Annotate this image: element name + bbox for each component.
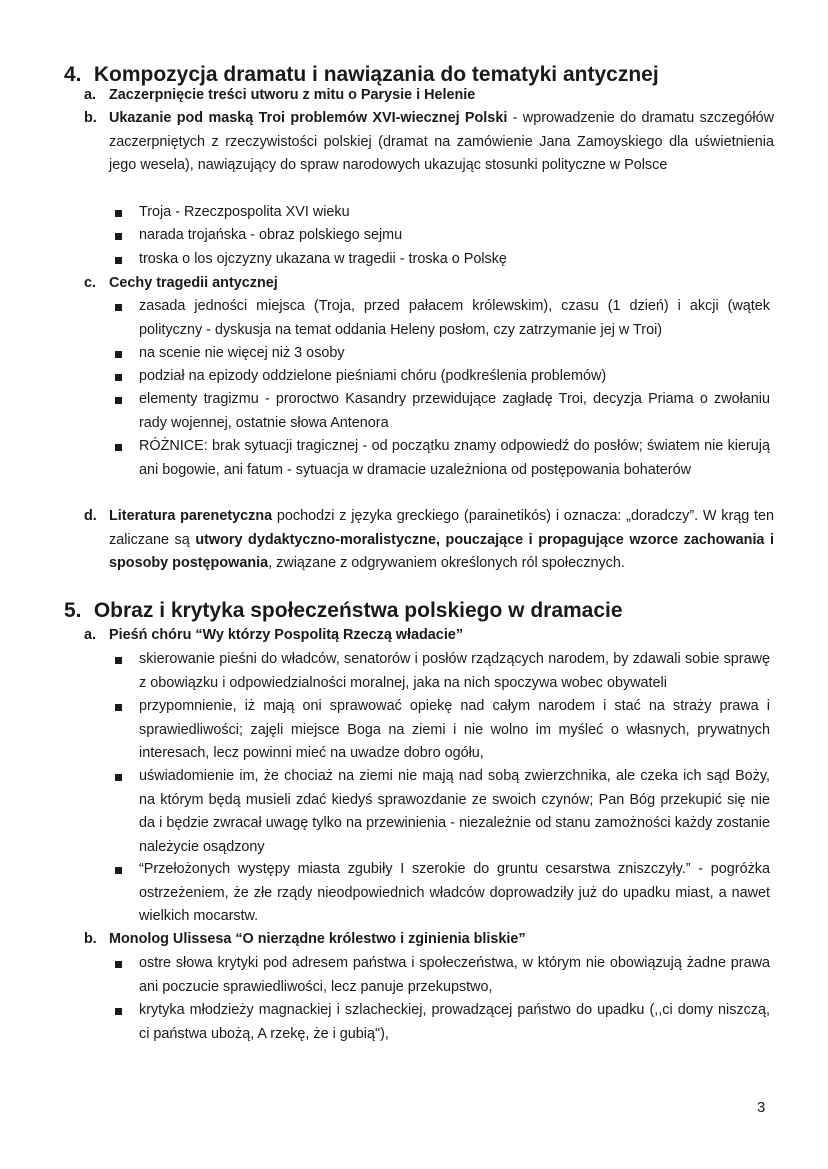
bullet-icon	[115, 351, 122, 358]
list-item	[115, 342, 770, 366]
list-item	[115, 435, 770, 482]
subsection-letter: a.	[84, 87, 97, 103]
subsection-text: Monolog Ulissesa “O nierządne królestwo i zginienia bliskie”	[109, 931, 526, 947]
list-item	[115, 201, 770, 225]
subsection-4c	[84, 272, 774, 296]
list-item	[115, 365, 770, 389]
list-item-text: troska o los ojczyzny ukazana w tragedii - troska o Polskę	[139, 251, 507, 267]
bullet-icon	[115, 257, 122, 264]
list-item	[115, 695, 770, 766]
subsection-text	[109, 505, 774, 576]
list-item	[115, 648, 770, 695]
list-item	[115, 999, 770, 1046]
plain-text: - wprowadzenie do dramatu szczegółów zaczerpniętych z rzeczywistości polskiej (dramat na zamówienie Jana Zamoyskiego dla uświetnienia jego wesela), nawiązujący do spraw narodowych ukazując stosunki polityczne w Polsce	[109, 110, 774, 174]
list-item	[115, 858, 770, 929]
bold-phrase: Literatura parenetyczna	[109, 508, 273, 524]
plain-text: , związane z odgrywaniem określonych ról społecznych.	[268, 555, 625, 572]
list-item-text: na scenie nie więcej niż 3 osoby	[139, 345, 345, 361]
section-number: 5.	[64, 599, 82, 622]
subsection-4d	[84, 505, 774, 576]
list-item-text: RÓŻNICE: brak sytuacji tragicznej - od początku znamy odpowiedź do posłów; światem nie kierują ani bogowie, ani fatum - sytuacja w dramacie uzależniona od postępowania bohaterów	[139, 438, 770, 478]
subsection-5b	[84, 928, 774, 952]
bold-phrase: utwory dydaktyczno-moralistyczne, pouczające i propagujące wzorce zachowania i sposoby postępowania	[109, 531, 774, 572]
subsection-letter: a.	[84, 627, 97, 643]
subsection-4b	[84, 107, 774, 178]
plain-text: pochodzi z języka greckiego (parainetikós) i oznacza: „doradczy”. W krąg ten zaliczane są	[109, 508, 775, 548]
page-number: 3	[757, 1099, 766, 1116]
subsection-text	[109, 107, 774, 178]
subsection-letter: d.	[84, 508, 97, 524]
bold-phrase: Ukazanie pod maską Troi problemów XVI-wiecznej Polski	[109, 110, 508, 126]
list-item	[115, 952, 770, 999]
list-item	[115, 295, 770, 342]
subsection-4a	[84, 84, 774, 108]
subsection-letter: c.	[84, 275, 97, 291]
list-item-text: elementy tragizmu - proroctwo Kasandry przewidujące zagładę Troi, decyzja Priama o zwołaniu rady wojennej, ostatnie słowa Antenora	[139, 391, 770, 431]
bullet-icon	[115, 704, 122, 711]
bullet-icon	[115, 397, 122, 404]
bullet-icon	[115, 210, 122, 217]
list-item	[115, 224, 770, 248]
bullet-icon	[115, 444, 122, 451]
bullet-icon	[115, 1008, 122, 1015]
list-item-text: zasada jedności miejsca (Troja, przed pałacem królewskim), czasu (1 dzień) i akcji (wątek polityczny - dyskusja na temat oddania Heleny posłom, czy zatrzymanie jej w Troi)	[139, 298, 770, 338]
list-item	[115, 765, 770, 859]
list-item	[115, 248, 770, 272]
section-title: Obraz i krytyka społeczeństwa polskiego w dramacie	[93, 599, 623, 622]
list-item-text: przypomnienie, iż mają oni sprawować opiekę nad całym narodem i stać na straży prawa i sprawiedliwości; zajęli miejsce Boga na ziemi i nie wolno im myśleć o własnych, prywatnych interesach, lecz powinni mieć na uwadze dobro ogółu,	[139, 698, 770, 762]
bullet-icon	[115, 867, 122, 874]
subsection-letter: b.	[84, 110, 97, 126]
list-item-text: krytyka młodzieży magnackiej i szlacheckiej, prowadzącej państwo do upadku (,,ci domy niszczą, ci państwa ubożą, A rzekę, że i gubią"),	[139, 1002, 770, 1042]
section-number: 4.	[64, 63, 82, 86]
bullet-icon	[115, 774, 122, 781]
section-title: Kompozycja dramatu i nawiązania do tematyki antycznej	[93, 63, 659, 86]
subsection-text: Cechy tragedii antycznej	[109, 275, 278, 291]
subsection-text: Pieśń chóru “Wy którzy Pospolitą Rzeczą władacie”	[109, 627, 464, 643]
bullet-icon	[115, 304, 122, 311]
section-5-heading	[64, 598, 784, 624]
subsection-letter: b.	[84, 931, 97, 947]
subsection-text: Zaczerpnięcie treści utworu z mitu o Parysie i Helenie	[109, 87, 476, 103]
list-item-text: Troja - Rzeczpospolita XVI wieku	[139, 204, 350, 220]
subsection-5a	[84, 624, 774, 648]
list-item-text: podział na epizody oddzielone pieśniami chóru (podkreślenia problemów)	[139, 368, 607, 384]
list-item-text: “Przełożonych występy miasta zgubiły I szerokie do gruntu cesarstwa zniszczyły.” - pogróżka ostrzeżeniem, że złe rządy nieodpowiednich władców doprowadziły już do upadku miast, a nawet wielkich mocarstw.	[139, 861, 770, 925]
bullet-icon	[115, 233, 122, 240]
list-item-text: ostre słowa krytyki pod adresem państwa i społeczeństwa, w którym nie obowiązują żadne prawa ani poczucie sprawiedliwości, lecz panuje przekupstwo,	[139, 955, 770, 995]
list-item-text: narada trojańska - obraz polskiego sejmu	[139, 227, 403, 243]
list-item-text: skierowanie pieśni do władców, senatorów i posłów rządzących narodem, by zdawali sobie sprawę z obowiązku i odpowiedzialności moralnej, jaka na nich spoczywa wobec obywateli	[139, 651, 770, 691]
bullet-icon	[115, 657, 122, 664]
list-item-text: uświadomienie im, że chociaż na ziemi nie mają nad sobą zwierzchnika, ale czeka ich sąd Boży, na którym będą musieli zdać kiedyś sprawozdanie ze swoich czynów; Pan Bóg przekupić się nie da i będzie zwracał uwagę tylko na przewinienia - niezależnie od stanu zamożności każdy zostanie należycie osądzony	[139, 768, 770, 855]
bullet-icon	[115, 961, 122, 968]
bullet-icon	[115, 374, 122, 381]
list-item	[115, 388, 770, 435]
